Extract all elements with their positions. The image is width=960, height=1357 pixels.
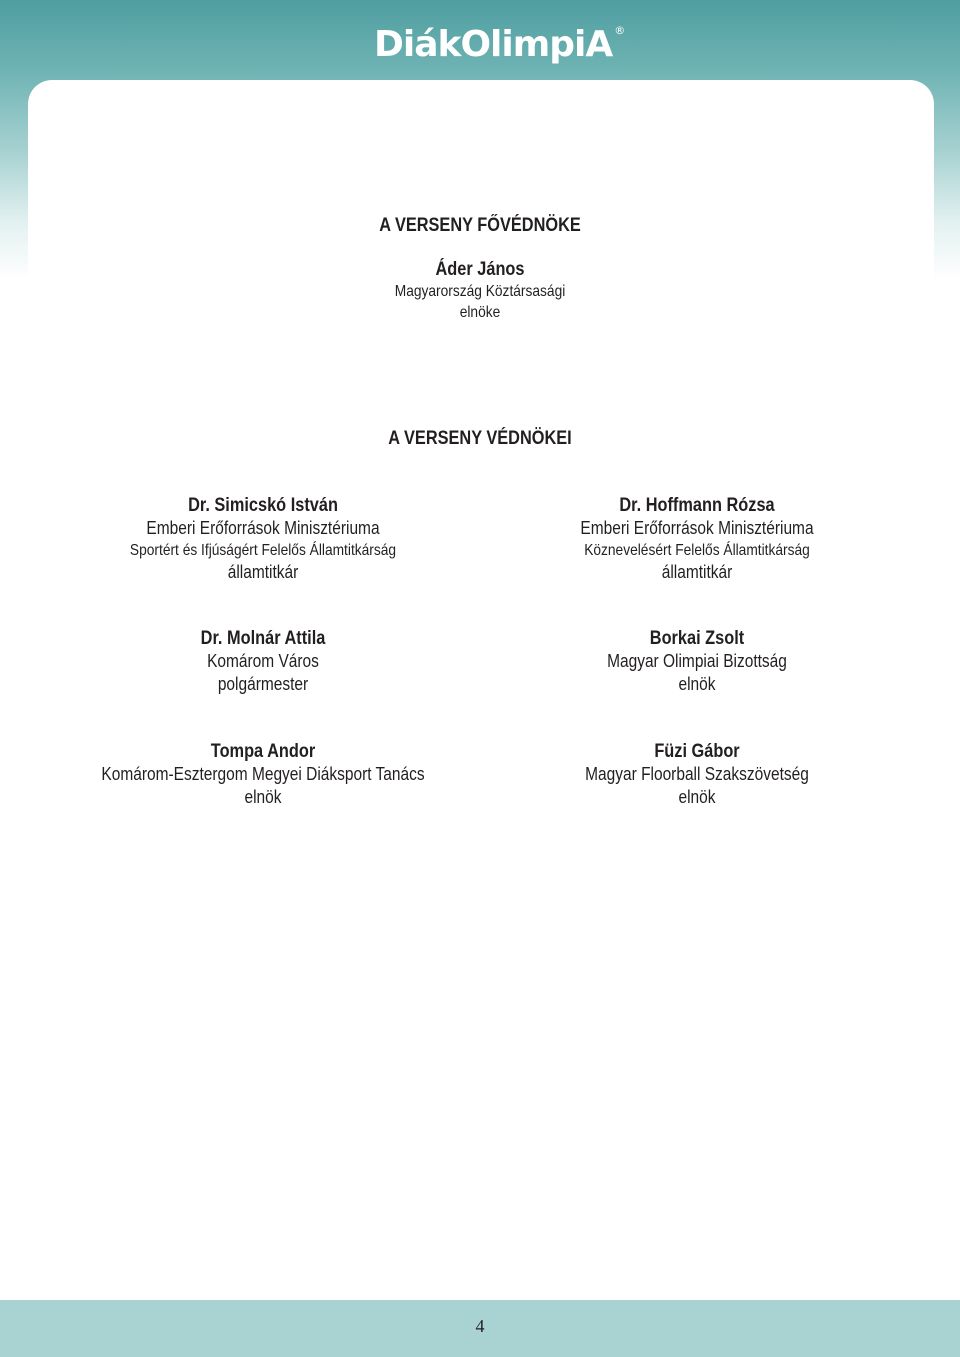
main-patron-heading: A VERSENY FŐVÉDNÖKE <box>379 215 581 236</box>
patron-line2: polgármester <box>217 674 309 694</box>
patron-card <box>525 627 869 696</box>
patron-card <box>525 740 869 809</box>
main-patron-line2: elnöke <box>459 304 501 321</box>
patron-name: Füzi Gábor <box>654 741 740 762</box>
patron-card <box>91 627 435 696</box>
patron-line2: elnök <box>678 674 716 694</box>
main-patron-heading-block <box>351 214 609 237</box>
patron-line1: Magyar Olimpiai Bizottság <box>607 651 787 671</box>
patron-name: Dr. Hoffmann Rózsa <box>619 495 775 516</box>
patron-card <box>65 740 461 809</box>
page-number: 4 <box>475 1316 485 1336</box>
main-patron-block <box>351 258 609 323</box>
patron-line3: államtitkár <box>227 562 299 582</box>
main-patron-line1: Magyarország Köztársasági <box>394 283 566 300</box>
patron-line1: Emberi Erőforrások Minisztériuma <box>580 518 814 538</box>
patron-card <box>525 494 869 584</box>
patron-line1: Emberi Erőforrások Minisztériuma <box>146 518 380 538</box>
patron-name: Dr. Simicskó István <box>188 495 338 516</box>
patron-name: Borkai Zsolt <box>649 628 745 649</box>
patron-line1: Magyar Floorball Szakszövetség <box>585 764 809 784</box>
patrons-heading: A VERSENY VÉDNÖKEI <box>388 428 572 449</box>
patron-line2: elnök <box>678 787 716 807</box>
patrons-heading-block <box>351 427 609 450</box>
patron-line2: Sportért és Ifjúságért Felelős Államtitkárság <box>129 542 397 559</box>
registered-mark: ® <box>614 24 626 37</box>
main-patron-name: Áder János <box>435 259 525 280</box>
patron-name: Tompa Andor <box>210 741 316 762</box>
patron-name: Dr. Molnár Attila <box>200 628 326 649</box>
patron-line3: államtitkár <box>661 562 733 582</box>
patron-line1: Komárom Város <box>207 651 319 671</box>
patron-line1: Komárom-Esztergom Megyei Diáksport Tanács <box>101 764 425 784</box>
patron-line2: elnök <box>244 787 282 807</box>
patron-line2: Köznevelésért Felelős Államtitkárság <box>584 542 810 559</box>
patron-card <box>91 494 435 584</box>
logo-text: DiákOlimpiA <box>374 24 613 65</box>
